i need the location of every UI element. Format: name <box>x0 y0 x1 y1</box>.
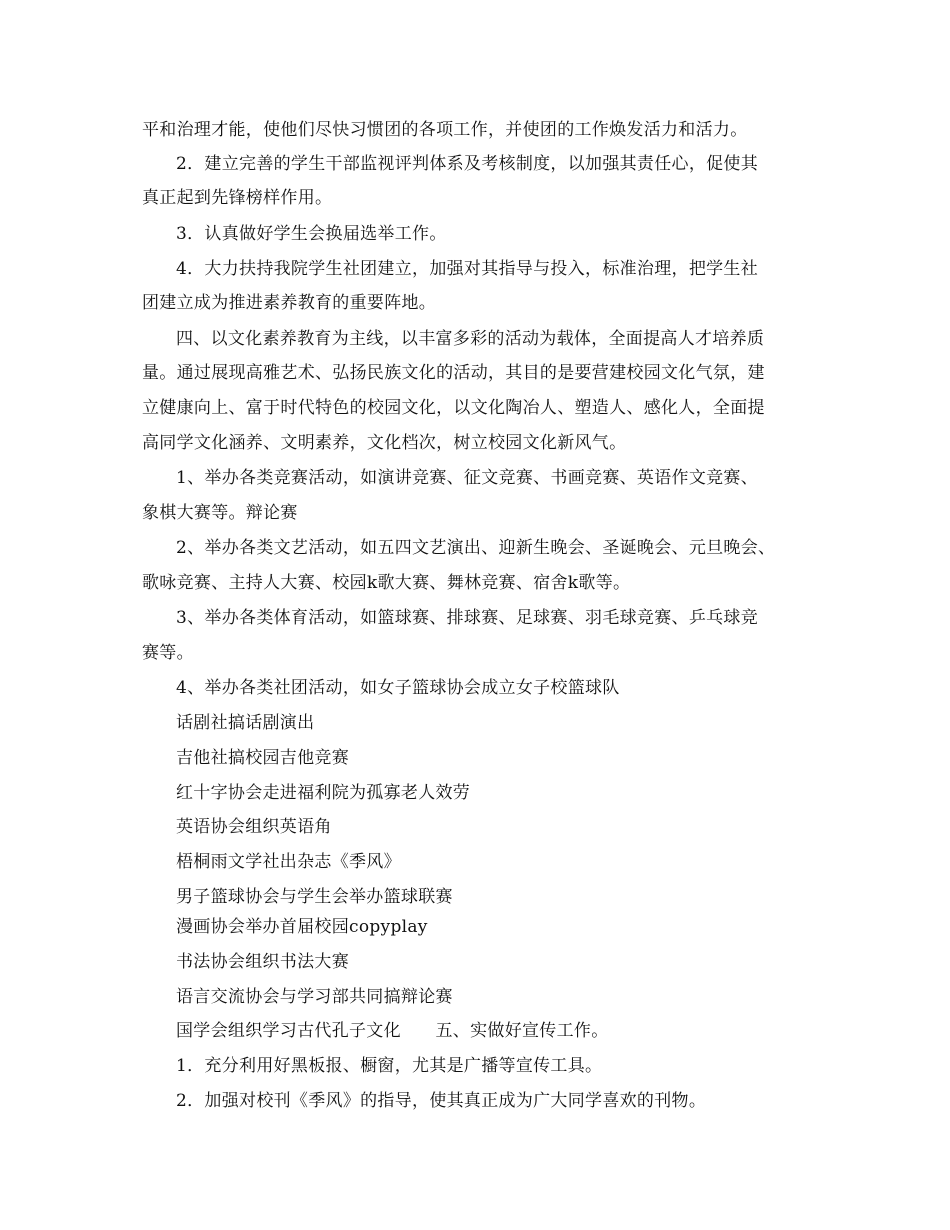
text-line: 4．大力扶持我院学生社团建立，加强对其指导与投入，标准治理，把学生社 <box>176 259 759 279</box>
text-line: 语言交流协会与学习部共同搞辩论赛 <box>176 987 453 1007</box>
text-line: 量。通过展现高雅艺术、弘扬民族文化的活动，其目的是要营建校园文化气氛，建 <box>142 363 765 383</box>
text-line: 2、举办各类文艺活动，如五四文艺演出、迎新生晚会、圣诞晚会、元旦晚会、 <box>176 538 776 558</box>
text-line: 英语协会组织英语角 <box>176 817 332 837</box>
text-line: 团建立成为推进素养教育的重要阵地。 <box>142 293 437 313</box>
text-line: 2．建立完善的学生干部监视评判体系及考核制度，以加强其责任心，促使其 <box>176 154 759 174</box>
text-line: 赛等。 <box>142 643 194 663</box>
text-line: 漫画协会举办首届校园copyplay <box>176 917 428 937</box>
text-line: 2．加强对校刊《季风》的指导，使其真正成为广大同学喜欢的刊物。 <box>176 1091 707 1111</box>
text-line: 吉他社搞校园吉他竞赛 <box>176 748 349 768</box>
text-line: 书法协会组织书法大赛 <box>176 952 349 972</box>
text-line: 红十字协会走进福利院为孤寡老人效劳 <box>176 783 471 803</box>
text-line: 高同学文化涵养、文明素养，文化档次，树立校园文化新风气。 <box>142 433 627 453</box>
text-line: 立健康向上、富于时代特色的校园文化，以文化陶冶人、塑造人、感化人，全面提 <box>142 398 765 418</box>
text-line: 真正起到先锋榜样作用。 <box>142 188 333 208</box>
text-line: 男子篮球协会与学生会举办篮球联赛 <box>176 887 453 907</box>
text-line: 象棋大赛等。辩论赛 <box>142 503 298 523</box>
text-line: 3．认真做好学生会换届选举工作。 <box>176 224 447 244</box>
text-line: 1、举办各类竞赛活动，如演讲竞赛、征文竞赛、书画竞赛、英语作文竞赛、 <box>176 468 759 488</box>
text-line: 四、以文化素养教育为主线，以丰富多彩的活动为载体，全面提高人才培养质 <box>176 329 765 349</box>
text-line: 歌咏竞赛、主持人大赛、校园k歌大赛、舞林竞赛、宿舍k歌等。 <box>142 573 631 593</box>
text-line: 平和治理才能，使他们尽快习惯团的各项工作，并使团的工作焕发活力和活力。 <box>142 120 748 140</box>
text-line: 梧桐雨文学社出杂志《季风》 <box>176 852 401 872</box>
text-line: 4、举办各类社团活动，如女子篮球协会成立女子校篮球队 <box>176 678 620 698</box>
text-line: 国学会组织学习古代孔子文化 五、实做好宣传工作。 <box>176 1021 609 1041</box>
text-line: 1．充分利用好黑板报、橱窗，尤其是广播等宣传工具。 <box>176 1056 603 1076</box>
text-line: 3、举办各类体育活动，如篮球赛、排球赛、足球赛、羽毛球竞赛、乒乓球竞 <box>176 608 759 628</box>
text-line: 话剧社搞话剧演出 <box>176 713 315 733</box>
